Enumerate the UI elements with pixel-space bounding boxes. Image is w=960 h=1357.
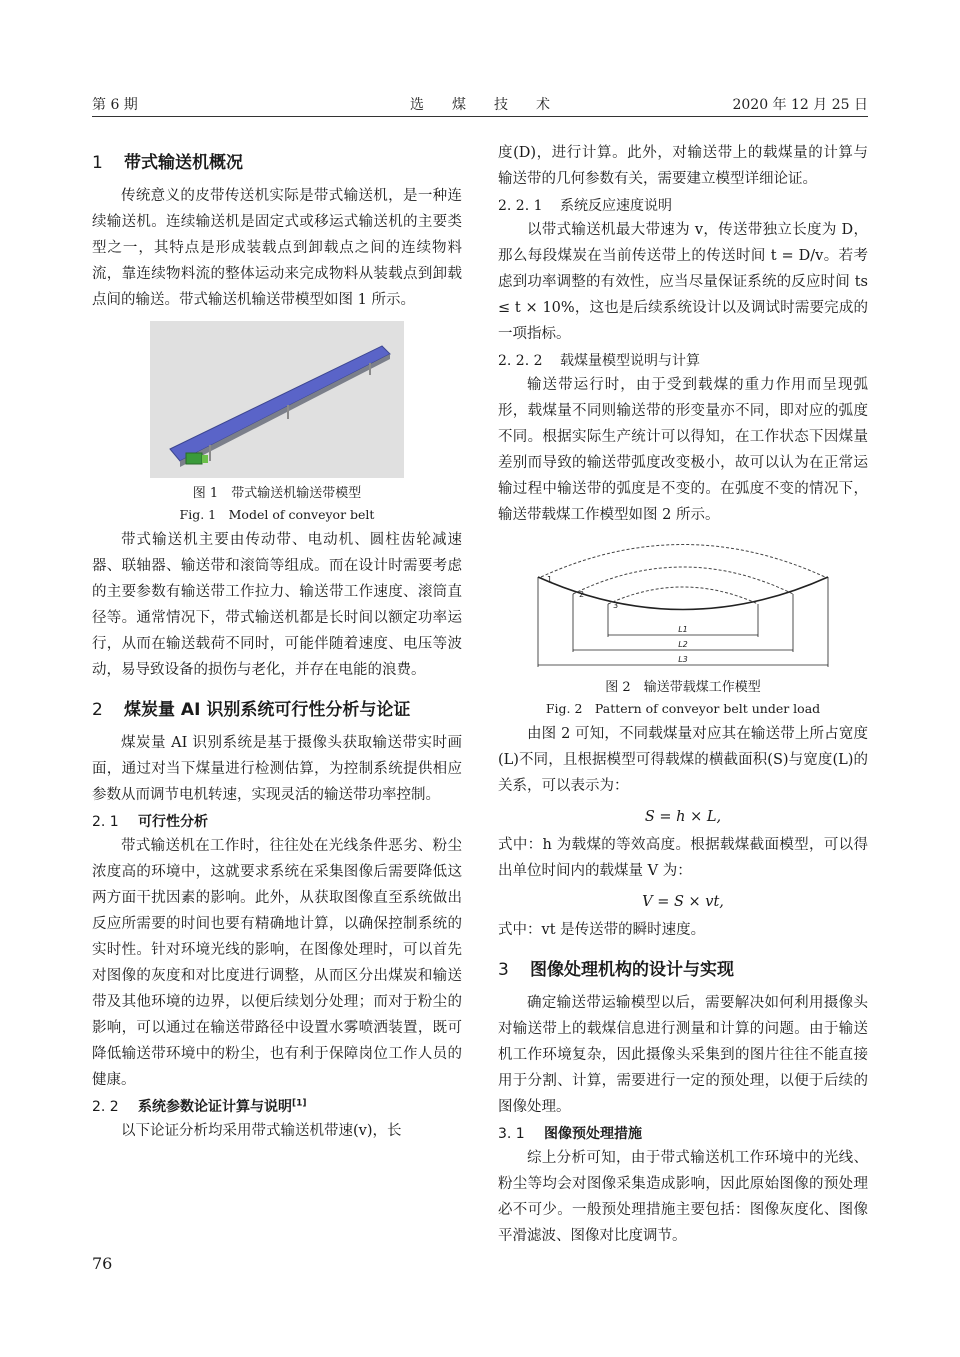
paragraph: 传统意义的皮带传送机实际是带式输送机，是一种连续输送机。连续输送机是固定式或移运式输送机的主要类型之一，其特点是形成装载点到卸载点之间的连续物料流，靠连续物料流的整体运动来完成物料从装载点到卸载点间的输送。带式输送机输送带模型如图 1 所示。 [92,188,462,308]
section-2-2-2-heading: 2. 2. 2 载煤量模型说明与计算 [498,353,700,369]
section-2-2-1-heading: 2. 2. 1 系统反应速度说明 [498,198,672,214]
section-3-1-heading: 3. 1 图像预处理措施 [498,1126,642,1142]
fig2-label-L1: L1 [678,625,688,634]
figure-1-conveyor-image [150,321,404,478]
section-1-heading: 1 带式输送机概况 [92,153,243,173]
header-rule [92,116,868,117]
paragraph: 带式输送机主要由传动带、电动机、圆柱齿轮减速器、联轴器、输送带和滚筒等组成。而在设计时需要考虑的主要参数有输送带工作拉力、输送带工作速度、滚筒直径等。通常情况下，带式输送机都是长时间以额定功率运行，从而在输送载荷不同时，可能伴随着速度、电压等波动，易导致设备的损伤与老化，并存在电能的浪费。 [92,532,462,678]
equation-1: S = h × L, [644,809,722,825]
paragraph: 由图 2 可知，不同载煤量对应其在输送带上所占宽度(L)不同，且根据模型可得载煤的横截面积(S)与宽度(L)的关系，可以表示为： [498,726,868,794]
paragraph: 以带式输送机最大带速为 v，传送带独立长度为 D，那么每段煤炭在当前传送带上的传送时间 t = D/v。若考虑到功率调整的有效性，应当尽量保证系统的反应时间 ts ≤ t × 10%，这也是后续系统设计以及调试时需要完成的一项指标。 [498,222,868,342]
header-journal: 选 煤 技 术 [410,97,550,113]
page-number: 76 [92,1254,113,1273]
paragraph: 带式输送机在工作时，往往处在光线条件恶劣、粉尘浓度高的环境中，这就要求系统在采集图像后需要降低这两方面干扰因素的影响。此外，从获取图像直至系统做出反应所需要的时间也要有精确地计算，以确保控制系统的实时性。针对环境光线的影响，在图像处理时，可以首先对图像的灰度和对比度进行调整，从而区分出煤炭和输送带及其他环境的边界，以便后续划分处理；而对于粉尘的影响，可以通过在输送带路径中设置水雾喷洒装置，既可降低输送带环境中的粉尘，也有利于保障岗位工作人员的健康。 [92,838,462,1088]
fig2-label-L3: L3 [678,655,688,664]
figure-2-caption-zh: 图 2 输送带载煤工作模型 [605,680,761,695]
fig2-label-L2: L2 [678,640,688,649]
paragraph: 煤炭量 AI 识别系统是基于摄像头获取输送带实时画面，通过对当下煤量进行检测估算，为控制系统提供相应参数从而调节电机转速，实现灵活的输送带功率控制。 [92,735,462,803]
header-issue: 第 6 期 [92,97,138,113]
paragraph: 确定输送带运输模型以后，需要解决如何利用摄像头对输送带上的载煤信息进行测量和计算的问题。由于输送机工作环境复杂，因此摄像头采集到的图片往往不能直接用于分割、计算，需要进行一定的预处理，以便于后续的图像处理。 [498,995,868,1115]
paragraph: 式中：vt 是传送带的瞬时速度。 [498,922,706,938]
section-2-1-heading: 2. 1 可行性分析 [92,814,208,830]
paragraph: 以下论证分析均采用带式输送机带速(v)，长 [121,1123,402,1139]
citation-ref[interactable]: [1] [292,1098,307,1109]
right-column [498,140,868,1252]
figure-2-caption-en: Fig. 2 Pattern of conveyor belt under load [545,701,821,716]
paragraph: 式中：h 为载煤的等效高度。根据载煤截面模型，可以得出单位时间内的载煤量 V 为： [498,837,868,879]
fig2-label-1: 1 [547,575,553,584]
figure-2-diagram [533,542,833,672]
paragraph: 输送带运行时，由于受到载煤的重力作用而呈现弧形，载煤量不同则输送带的形变量亦不同，即对应的弧度不同。根据实际生产统计可以得知，在工作状态下因煤量差别而导致的输送带弧度改变极小，故可以认为在正常运输过程中输送带的弧度是不变的。在弧度不变的情况下，输送带载煤工作模型如图 2 所示。 [498,377,868,523]
section-2-heading: 2 煤炭量 AI 识别系统可行性分析与论证 [92,700,411,720]
section-2-2-heading: 2. 2 系统参数论证计算与说明[1] [92,1098,307,1115]
paragraph: 度(D)，进行计算。此外，对输送带上的载煤量的计算与输送带的几何参数有关，需要建立模型详细论证。 [498,145,868,187]
equation-2: V = S × vt, [642,894,724,910]
header-date: 2020 年 12 月 25 日 [732,97,868,113]
fig2-label-2: 2 [579,590,585,599]
figure-1-caption-en: Fig. 1 Model of conveyor belt [179,507,375,522]
left-column [92,140,462,1147]
fig2-label-3: 3 [613,601,619,610]
paragraph: 综上分析可知，由于带式输送机工作环境中的光线、粉尘等均会对图像采集造成影响，因此原始图像的预处理必不可少。一般预处理措施主要包括：图像灰度化、图像平滑滤波、图像对比度调节。 [498,1150,868,1244]
figure-1-caption-zh: 图 1 带式输送机输送带模型 [192,486,362,501]
section-3-heading: 3 图像处理机构的设计与实现 [498,960,734,980]
